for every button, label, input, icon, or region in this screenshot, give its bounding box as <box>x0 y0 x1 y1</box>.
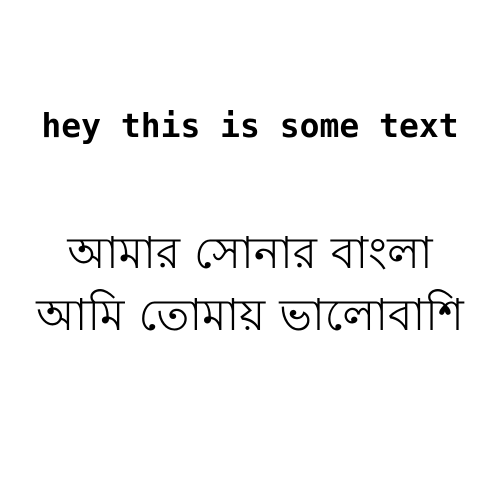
bangla-text-block <box>0 223 500 347</box>
bangla-text-line-1: আমার সোনার বাংলা <box>67 228 433 279</box>
bangla-text-line-2: আমি তোমায় ভালোবাশি <box>36 290 464 341</box>
monospace-text-line: hey this is some text <box>41 106 459 145</box>
